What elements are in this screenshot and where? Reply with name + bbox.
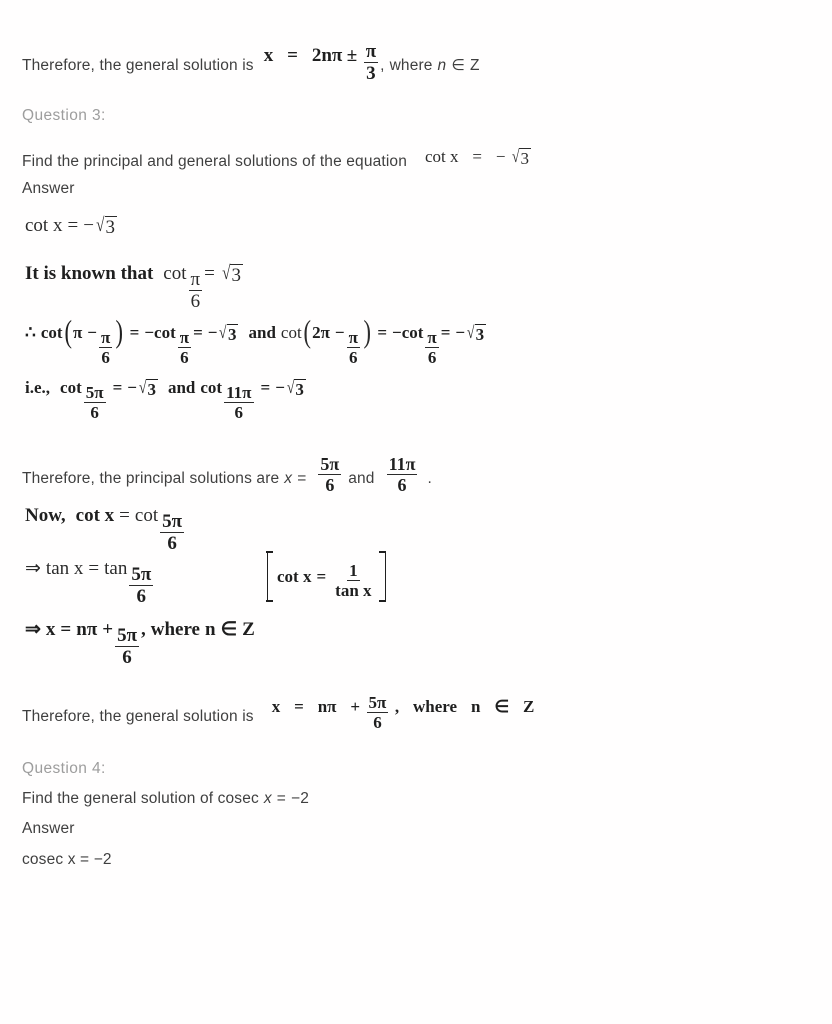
principal-conjunction: and bbox=[348, 469, 375, 487]
step5-fraction-numerator: 5π bbox=[162, 511, 183, 533]
step3-paren-close-1: ) bbox=[115, 313, 124, 349]
general-where: where bbox=[412, 696, 458, 716]
principal-period: . bbox=[427, 469, 432, 487]
principal-fraction-1-numerator: 5π bbox=[320, 453, 340, 474]
step3-negative-2: − bbox=[207, 323, 218, 342]
step3-function-1: cot bbox=[40, 323, 63, 342]
step3-fraction-1 bbox=[99, 328, 112, 367]
step3-fraction-3 bbox=[347, 328, 360, 367]
question-4-prompt bbox=[22, 790, 309, 808]
step6-function: tan bbox=[104, 558, 128, 579]
step3-minus-1: − bbox=[87, 323, 97, 342]
step2-fraction bbox=[189, 269, 203, 313]
general-lhs: x bbox=[271, 696, 281, 716]
step3-sqrt-1 bbox=[218, 324, 238, 345]
step4-fraction-1-numerator: 5π bbox=[85, 383, 104, 403]
principal-fraction-1-denominator: 6 bbox=[325, 474, 335, 495]
carryover-term: 2nπ bbox=[311, 45, 343, 66]
question-4-prompt-text: Find the general solution of cosec bbox=[22, 790, 259, 807]
principal-solutions-line bbox=[22, 453, 432, 499]
step4-negative-2: − bbox=[275, 378, 285, 397]
answer-label-text: Answer bbox=[22, 180, 75, 197]
step3-fraction-1-denominator: 6 bbox=[101, 348, 110, 368]
step7-where: where bbox=[150, 619, 200, 640]
step2-function: cot bbox=[163, 263, 187, 284]
step4-radical-sign-1: √ bbox=[138, 378, 147, 397]
prompt-sqrt bbox=[511, 148, 531, 169]
question-4-answer-label bbox=[22, 820, 75, 838]
step3-fraction-3-denominator: 6 bbox=[349, 348, 358, 368]
step3-conjunction: and bbox=[248, 323, 276, 342]
principal-fraction-2-numerator: 11π bbox=[388, 453, 416, 474]
question-4-step-1-text: cosec x = −2 bbox=[22, 851, 112, 868]
question-3-heading-text: Question 3: bbox=[22, 107, 106, 124]
step1-equals: = bbox=[67, 215, 79, 236]
step2-text: It is known that bbox=[25, 263, 154, 284]
prompt-negative: − bbox=[495, 147, 506, 166]
question-3-prompt-equation bbox=[425, 147, 531, 169]
prompt-equals: = bbox=[472, 147, 482, 166]
note-fraction bbox=[333, 561, 373, 600]
step3-sqrt-2 bbox=[466, 324, 486, 345]
bracket-cap-top-right bbox=[379, 551, 386, 553]
step4-function-2: cot bbox=[200, 378, 223, 397]
step7-variable: n bbox=[204, 619, 216, 640]
step5-function: cot bbox=[134, 505, 159, 526]
step4-conjunction: and bbox=[167, 378, 196, 397]
step3-radicand-1: 3 bbox=[227, 325, 237, 344]
question-4-prompt-value: −2 bbox=[291, 790, 309, 807]
step3-paren-close-2: ) bbox=[363, 313, 371, 349]
step7-fraction-denominator: 6 bbox=[122, 647, 132, 669]
carryover-label: Therefore, the general solution is bbox=[22, 57, 254, 74]
step6-fraction bbox=[129, 564, 153, 608]
step1-sqrt bbox=[95, 216, 117, 239]
step1-radicand: 3 bbox=[105, 217, 116, 238]
step3-paren-open-1: ( bbox=[64, 313, 72, 349]
step1-radical-sign: √ bbox=[96, 215, 105, 236]
question-4-heading-text: Question 4: bbox=[22, 760, 106, 777]
step7-arrow: ⇒ bbox=[25, 619, 41, 640]
carryover-general-solution-line bbox=[22, 41, 480, 88]
general-plus: + bbox=[350, 696, 361, 716]
principal-fraction-1 bbox=[318, 454, 341, 495]
step7-fraction bbox=[115, 625, 139, 669]
step3-fraction-1-numerator: π bbox=[100, 328, 111, 348]
general-fraction bbox=[367, 693, 389, 732]
step4-fraction-2-denominator: 6 bbox=[234, 403, 244, 423]
step7-set: Z bbox=[242, 619, 255, 640]
step3-fraction-2-denominator: 6 bbox=[180, 348, 189, 368]
step3-equals-1: = bbox=[129, 323, 140, 342]
identity-bracket-box bbox=[267, 551, 386, 602]
step6-equals: = bbox=[88, 558, 100, 579]
step-5-now-line bbox=[25, 505, 186, 555]
general-in-symbol: ∈ bbox=[494, 696, 510, 716]
carryover-equation bbox=[263, 35, 380, 85]
step3-negative-4: − bbox=[455, 323, 466, 342]
principal-fraction-2-wrap bbox=[385, 448, 420, 495]
carryover-fraction-numerator: π bbox=[365, 41, 377, 63]
step3-minus-2: − bbox=[334, 323, 345, 342]
step-3-identity-line bbox=[25, 313, 486, 368]
question-3-prompt bbox=[22, 147, 531, 173]
step5-lhs: cot x bbox=[75, 505, 115, 526]
step4-radicand-2: 3 bbox=[295, 380, 304, 399]
note-fraction-numerator: 1 bbox=[349, 560, 358, 580]
step2-radical-sign: √ bbox=[221, 263, 231, 284]
carryover-equals: = bbox=[287, 45, 298, 66]
step2-fraction-denominator: 6 bbox=[190, 291, 201, 313]
question-3-general-solution-line bbox=[22, 693, 535, 736]
principal-label: Therefore, the principal solutions are bbox=[22, 469, 280, 487]
step3-negative-1: − bbox=[144, 323, 155, 342]
step5-now-label: Now, bbox=[25, 505, 66, 526]
step3-negative-3: − bbox=[392, 323, 402, 342]
question-4-prompt-variable: x bbox=[263, 790, 272, 807]
step-6-note-bracket bbox=[267, 551, 386, 602]
step4-fraction-2-numerator: 11π bbox=[226, 383, 252, 403]
step4-equals-2: = bbox=[260, 378, 271, 397]
step7-comma: , bbox=[140, 619, 146, 640]
carryover-comma: , bbox=[380, 57, 385, 74]
step6-arrow: ⇒ bbox=[25, 558, 41, 579]
note-lhs: cot x bbox=[277, 566, 312, 586]
step7-fraction-numerator: 5π bbox=[117, 625, 137, 647]
step3-equals-2: = bbox=[193, 323, 203, 342]
step3-equals-4: = bbox=[440, 323, 451, 342]
prompt-radical-sign: √ bbox=[511, 147, 520, 166]
prompt-function: cot x bbox=[424, 147, 459, 166]
carryover-lhs: x bbox=[263, 45, 274, 66]
question-3-answer-label bbox=[22, 180, 75, 198]
step-1-equation bbox=[25, 215, 117, 239]
step-4-ie-line bbox=[25, 378, 306, 423]
step5-equals: = bbox=[119, 505, 130, 526]
step3-equals-3: = bbox=[377, 323, 387, 342]
carryover-where: where bbox=[389, 57, 433, 74]
note-fraction-denominator: tan x bbox=[335, 580, 372, 600]
step4-negative-1: − bbox=[127, 378, 137, 397]
principal-variable: x bbox=[284, 469, 293, 487]
step7-term: nπ bbox=[76, 619, 98, 640]
step4-sqrt-2 bbox=[286, 379, 306, 400]
carryover-set: Z bbox=[469, 57, 480, 74]
question-4-prompt-equals: = bbox=[276, 790, 286, 807]
step4-sqrt-1 bbox=[138, 379, 158, 400]
step3-fraction-4-numerator: π bbox=[427, 328, 437, 348]
general-comma: , bbox=[394, 696, 400, 716]
step3-fraction-3-numerator: π bbox=[348, 328, 358, 348]
general-equals: = bbox=[294, 696, 304, 716]
general-solution-equation bbox=[271, 688, 535, 733]
step3-radical-sign-1: √ bbox=[219, 323, 227, 342]
prompt-radicand: 3 bbox=[520, 149, 529, 168]
step3-fraction-2 bbox=[178, 328, 191, 367]
step2-sqrt bbox=[221, 264, 243, 287]
step3-function-3: cot bbox=[280, 323, 302, 342]
question-3-prompt-text: Find the principal and general solutions of the equation bbox=[22, 153, 407, 170]
step-2-known-fact bbox=[25, 263, 243, 313]
step3-fraction-4-denominator: 6 bbox=[427, 348, 437, 368]
step3-therefore-symbol: ∴ bbox=[25, 323, 36, 342]
step3-paren-open-2: ( bbox=[303, 313, 311, 349]
step2-equals: = bbox=[204, 263, 215, 284]
step3-fraction-2-numerator: π bbox=[179, 328, 190, 348]
step3-function-4: cot bbox=[401, 323, 424, 342]
carryover-fraction-denominator: 3 bbox=[366, 63, 376, 85]
step3-angle-1: π bbox=[72, 323, 83, 342]
principal-fraction-1-wrap bbox=[316, 448, 343, 495]
step6-fraction-numerator: 5π bbox=[131, 564, 152, 586]
general-solution-label: Therefore, the general solution is bbox=[22, 707, 254, 725]
question-4-step-1 bbox=[22, 851, 112, 869]
carryover-in-symbol: ∈ bbox=[451, 57, 465, 74]
step3-radical-sign-2: √ bbox=[467, 323, 475, 342]
step7-plus: + bbox=[102, 619, 114, 640]
step5-fraction-denominator: 6 bbox=[167, 533, 177, 555]
principal-equals: = bbox=[297, 469, 307, 487]
step3-angle-2: 2π bbox=[312, 323, 330, 342]
step7-in-symbol: ∈ bbox=[220, 619, 238, 640]
step4-fraction-1-denominator: 6 bbox=[90, 403, 99, 423]
step4-function-1: cot bbox=[60, 378, 82, 397]
carryover-variable: n bbox=[437, 57, 447, 74]
question-4-heading bbox=[22, 760, 106, 778]
principal-fraction-2 bbox=[387, 454, 418, 495]
step4-fraction-2 bbox=[224, 383, 253, 422]
general-fraction-denominator: 6 bbox=[373, 713, 382, 733]
step7-lhs: x bbox=[45, 619, 56, 640]
question-3-heading bbox=[22, 107, 106, 125]
step2-radicand: 3 bbox=[231, 265, 241, 286]
general-variable: n bbox=[470, 696, 481, 716]
step7-equals: = bbox=[60, 619, 72, 640]
step4-equals-1: = bbox=[112, 378, 123, 397]
step4-radical-sign-2: √ bbox=[286, 378, 295, 397]
general-term: nπ bbox=[317, 696, 337, 716]
step3-radicand-2: 3 bbox=[475, 325, 485, 344]
step4-radicand-1: 3 bbox=[147, 380, 156, 399]
step5-fraction bbox=[160, 511, 184, 555]
question-4-answer-label-text: Answer bbox=[22, 820, 75, 837]
step4-fraction-1 bbox=[84, 383, 106, 422]
step1-function: cot x bbox=[25, 215, 63, 236]
step3-fraction-4 bbox=[425, 328, 438, 367]
step4-ie-label: i.e., bbox=[25, 378, 51, 397]
step1-negative: − bbox=[83, 215, 94, 236]
general-fraction-numerator: 5π bbox=[368, 693, 387, 713]
note-equals: = bbox=[316, 566, 327, 586]
step6-lhs: tan x bbox=[45, 558, 84, 579]
carryover-fraction bbox=[364, 41, 378, 85]
carryover-plusminus: ± bbox=[346, 45, 358, 66]
step2-fraction-numerator: π bbox=[190, 269, 201, 291]
step3-function-2: cot bbox=[154, 323, 176, 342]
bracket-cap-bottom-right bbox=[379, 600, 386, 602]
step-6-tan-line bbox=[25, 557, 155, 608]
principal-fraction-2-denominator: 6 bbox=[397, 474, 407, 495]
general-set: Z bbox=[523, 696, 535, 716]
step6-fraction-denominator: 6 bbox=[136, 586, 147, 608]
step-7-solution-line bbox=[25, 618, 255, 669]
